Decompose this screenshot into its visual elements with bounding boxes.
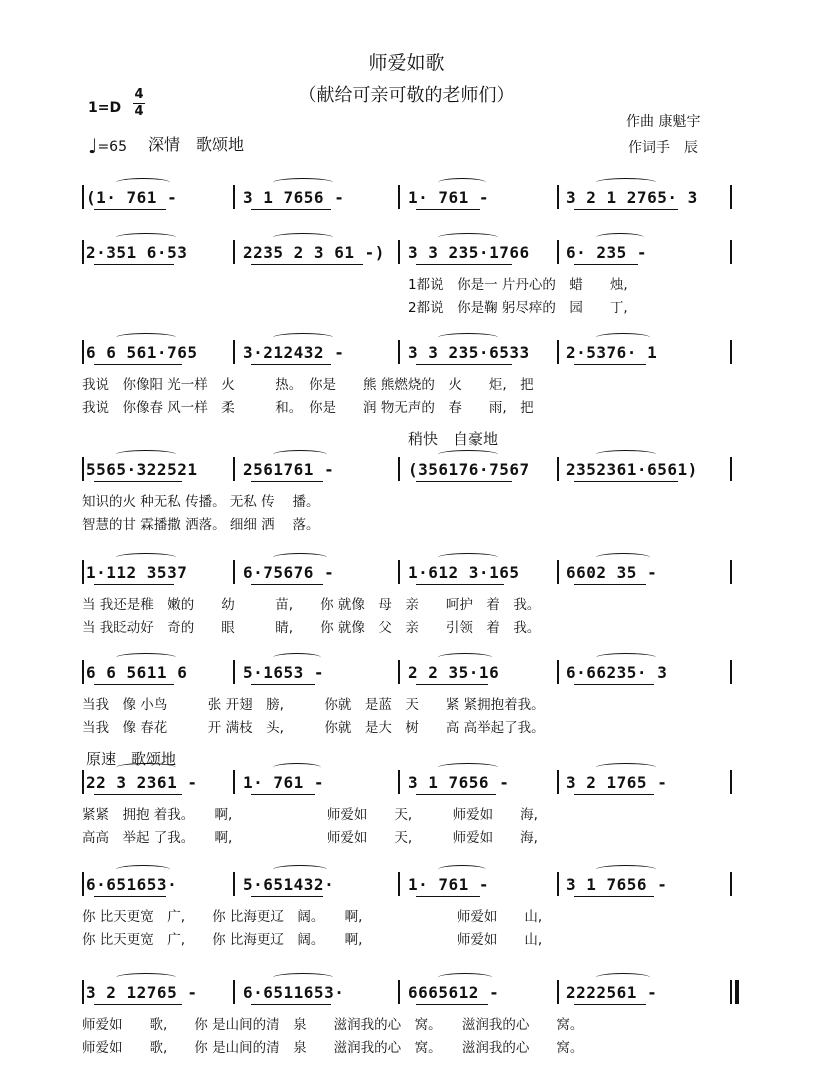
measure: 5·651432· bbox=[243, 875, 335, 894]
lyric-verse-2: 当 我眨动好 奇的 眼 睛, 你 就像 父 亲 引领 着 我。 bbox=[82, 620, 541, 636]
slur bbox=[438, 865, 486, 874]
lyric-verse-1: 我说 你像阳 光一样 火 热。 你是 熊 熊燃烧的 火 炬, 把 bbox=[82, 377, 534, 393]
lyric-verse-2: 2都说 你是鞠 躬尽瘁的 园 丁, bbox=[408, 300, 628, 316]
beam-line bbox=[416, 209, 480, 210]
barline bbox=[233, 872, 235, 896]
lyric-verse-1: 师爱如 歌, 你 是山间的清 泉 滋润我的心 窝。 滋润我的心 窝。 bbox=[82, 1017, 584, 1033]
barline bbox=[730, 980, 732, 1004]
measure: 6· 235 - bbox=[566, 243, 648, 262]
slur bbox=[273, 178, 333, 187]
expression-mark-1: 深情 歌颂地 bbox=[148, 135, 245, 154]
measure: 1· 761 - bbox=[408, 875, 490, 894]
barline bbox=[730, 457, 732, 481]
measure: 3 2 1765 - bbox=[566, 773, 668, 792]
barline bbox=[233, 980, 235, 1004]
beam-line bbox=[251, 896, 323, 897]
slur bbox=[273, 973, 333, 982]
measure: 2561761 - bbox=[243, 460, 335, 479]
expression-mark-3: 原速 歌颂地 bbox=[86, 750, 177, 768]
barline bbox=[730, 872, 732, 896]
measure: 6·66235· 3 bbox=[566, 663, 668, 682]
beam-line bbox=[251, 209, 331, 210]
beam-line bbox=[574, 364, 646, 365]
measure: 2 2 35·16 bbox=[408, 663, 500, 682]
measure: 6·75676 - bbox=[243, 563, 335, 582]
key-signature: 1=D bbox=[88, 100, 122, 116]
composer-credit: 作曲 康魁宇 bbox=[626, 114, 701, 130]
barline bbox=[233, 560, 235, 584]
barline bbox=[82, 560, 84, 584]
measure: 6602 35 - bbox=[566, 563, 658, 582]
slur bbox=[596, 763, 656, 772]
barline bbox=[233, 770, 235, 794]
beam-line bbox=[251, 364, 331, 365]
measure: 2352361·6561) bbox=[566, 460, 698, 479]
measure: (356176·7567 bbox=[408, 460, 530, 479]
lyric-verse-1: 当 我还是稚 嫩的 幼 苗, 你 就像 母 亲 呵护 着 我。 bbox=[82, 597, 541, 613]
barline bbox=[557, 240, 559, 264]
lyric-verse-2: 我说 你像春 风一样 柔 和。 你是 润 物无声的 春 雨, 把 bbox=[82, 400, 534, 416]
barline bbox=[557, 185, 559, 209]
slur bbox=[596, 653, 656, 662]
barline bbox=[398, 980, 400, 1004]
barline bbox=[398, 872, 400, 896]
beam-line bbox=[416, 684, 488, 685]
measure: 3 2 1 2765· 3 bbox=[566, 188, 698, 207]
barline bbox=[233, 185, 235, 209]
measure: 3 3 235·6533 bbox=[408, 343, 530, 362]
measure: 2222561 - bbox=[566, 983, 658, 1002]
slur bbox=[116, 450, 176, 459]
song-subtitle: （献给可亲可敬的老师们） bbox=[298, 85, 515, 106]
slur bbox=[438, 450, 498, 459]
beam-line bbox=[574, 896, 654, 897]
slur bbox=[596, 973, 650, 982]
measure: 2·5376· 1 bbox=[566, 343, 658, 362]
lyric-verse-1: 紧紧 拥抱 着我。 啊, 师爱如 天, 师爱如 海, bbox=[82, 807, 538, 823]
song-title: 师爱如歌 bbox=[368, 52, 445, 74]
barline bbox=[398, 240, 400, 264]
barline bbox=[557, 872, 559, 896]
beam-line bbox=[416, 264, 512, 265]
slur bbox=[116, 763, 176, 772]
barline bbox=[82, 872, 84, 896]
barline bbox=[398, 660, 400, 684]
lyric-verse-1: 当我 像 小鸟 张 开翅 膀, 你就 是蓝 天 紧 紧拥抱着我。 bbox=[82, 697, 545, 713]
beam-line bbox=[574, 684, 654, 685]
barline bbox=[398, 457, 400, 481]
barline bbox=[398, 340, 400, 364]
measure: 3 1 7656 - bbox=[566, 875, 668, 894]
barline bbox=[557, 340, 559, 364]
beam-line bbox=[251, 1004, 331, 1005]
barline bbox=[398, 185, 400, 209]
slur bbox=[596, 333, 650, 342]
barline bbox=[82, 660, 84, 684]
barline bbox=[557, 660, 559, 684]
slur bbox=[116, 333, 176, 342]
beam-line bbox=[416, 481, 512, 482]
lyricist-credit: 作词手 辰 bbox=[628, 140, 698, 156]
measure: 3 1 7656 - bbox=[408, 773, 510, 792]
beam-line bbox=[94, 584, 174, 585]
beam-line bbox=[574, 481, 678, 482]
beam-line bbox=[94, 481, 182, 482]
slur bbox=[273, 333, 333, 342]
beam-line bbox=[94, 209, 166, 210]
barline bbox=[82, 340, 84, 364]
tempo-marking bbox=[88, 134, 127, 158]
barline bbox=[557, 457, 559, 481]
barline bbox=[398, 560, 400, 584]
slur bbox=[438, 763, 498, 772]
measure: 22 3 2361 - bbox=[86, 773, 198, 792]
slur bbox=[438, 178, 486, 187]
lyric-verse-2: 你 比天更宽 广, 你 比海更辽 阔。 啊, 师爱如 山, bbox=[82, 932, 543, 948]
barline bbox=[730, 185, 732, 209]
measure: 2235 2 3 61 -) bbox=[243, 243, 385, 262]
slur bbox=[596, 865, 656, 874]
beam-line bbox=[416, 794, 496, 795]
beam-line bbox=[251, 584, 323, 585]
lyric-verse-2: 师爱如 歌, 你 是山间的清 泉 滋润我的心 窝。 滋润我的心 窝。 bbox=[82, 1040, 584, 1056]
slur bbox=[596, 178, 656, 187]
barline bbox=[82, 980, 84, 1004]
slur bbox=[438, 653, 492, 662]
measure: 3 1 7656 - bbox=[243, 188, 345, 207]
slur bbox=[116, 553, 176, 562]
tempo-value: =65 bbox=[97, 139, 127, 155]
measure: 3·212432 - bbox=[243, 343, 345, 362]
slur bbox=[116, 865, 170, 874]
beam-line bbox=[94, 896, 166, 897]
barline bbox=[398, 770, 400, 794]
slur bbox=[273, 653, 321, 662]
measure: 1·112 3537 bbox=[86, 563, 188, 582]
barline bbox=[82, 185, 84, 209]
beam-line bbox=[416, 584, 504, 585]
lyric-verse-1: 1都说 你是一 片丹心的 蜡 烛, bbox=[408, 277, 628, 293]
slur bbox=[438, 553, 498, 562]
quarter-note-icon: ♩ bbox=[88, 134, 98, 158]
beam-line bbox=[94, 794, 182, 795]
lyric-verse-2: 智慧的甘 霖播撒 洒落。 细细 洒 落。 bbox=[82, 517, 320, 533]
lyric-verse-1: 知识的火 种无私 传播。 无私 传 播。 bbox=[82, 494, 320, 510]
slur bbox=[273, 865, 327, 874]
lyric-verse-1: 你 比天更宽 广, 你 比海更辽 阔。 啊, 师爱如 山, bbox=[82, 909, 543, 925]
slur bbox=[273, 233, 333, 242]
slur bbox=[596, 233, 644, 242]
beam-line bbox=[574, 1004, 646, 1005]
barline bbox=[82, 457, 84, 481]
slur bbox=[273, 450, 327, 459]
slur bbox=[596, 553, 650, 562]
beam-line bbox=[94, 364, 182, 365]
lyric-verse-2: 高高 举起 了我。 啊, 师爱如 天, 师爱如 海, bbox=[82, 830, 538, 846]
measure: 2·351 6·53 bbox=[86, 243, 188, 262]
measure: 3 3 235·1766 bbox=[408, 243, 530, 262]
measure: 1· 761 - bbox=[243, 773, 325, 792]
barline bbox=[557, 980, 559, 1004]
beam-line bbox=[251, 684, 315, 685]
barline bbox=[233, 457, 235, 481]
beam-line bbox=[94, 684, 174, 685]
barline bbox=[730, 340, 732, 364]
measure: 6 6 561·765 bbox=[86, 343, 198, 362]
final-barline bbox=[735, 980, 739, 1004]
measure: 6665612 - bbox=[408, 983, 500, 1002]
barline bbox=[233, 340, 235, 364]
measure: 5·1653 - bbox=[243, 663, 325, 682]
measure: 6·6511653· bbox=[243, 983, 345, 1002]
slur bbox=[116, 233, 176, 242]
measure: 3 2 12765 - bbox=[86, 983, 198, 1002]
time-bottom: 4 bbox=[134, 104, 144, 119]
slur bbox=[116, 973, 176, 982]
beam-line bbox=[94, 264, 174, 265]
time-signature bbox=[133, 88, 145, 119]
beam-line bbox=[416, 1004, 488, 1005]
slur bbox=[438, 233, 498, 242]
barline bbox=[730, 240, 732, 264]
measure: 1· 761 - bbox=[408, 188, 490, 207]
beam-line bbox=[574, 794, 654, 795]
measure: 6·651653· bbox=[86, 875, 178, 894]
measure: 1·612 3·165 bbox=[408, 563, 520, 582]
beam-line bbox=[94, 1004, 182, 1005]
beam-line bbox=[574, 209, 678, 210]
barline bbox=[82, 770, 84, 794]
slur bbox=[438, 333, 498, 342]
measure: 6 6 5611 6 bbox=[86, 663, 188, 682]
slur bbox=[273, 763, 321, 772]
measure: 5565·322521 bbox=[86, 460, 198, 479]
barline bbox=[557, 770, 559, 794]
slur bbox=[273, 553, 327, 562]
barline bbox=[82, 240, 84, 264]
barline bbox=[730, 660, 732, 684]
barline bbox=[233, 240, 235, 264]
measure: (1· 761 - bbox=[86, 188, 178, 207]
beam-line bbox=[574, 584, 646, 585]
lyric-verse-2: 当我 像 春花 开 满枝 头, 你就 是大 树 高 高举起了我。 bbox=[82, 720, 545, 736]
slur bbox=[438, 973, 492, 982]
slur bbox=[596, 450, 656, 459]
beam-line bbox=[251, 794, 315, 795]
barline bbox=[557, 560, 559, 584]
slur bbox=[116, 178, 170, 187]
expression-mark-2: 稍快 自豪地 bbox=[408, 430, 499, 448]
beam-line bbox=[416, 896, 480, 897]
barline bbox=[233, 660, 235, 684]
beam-line bbox=[416, 364, 512, 365]
beam-line bbox=[574, 264, 638, 265]
beam-line bbox=[251, 481, 323, 482]
time-top: 4 bbox=[134, 87, 144, 102]
beam-line bbox=[251, 264, 363, 265]
barline bbox=[730, 560, 732, 584]
slur bbox=[116, 653, 176, 662]
barline bbox=[730, 770, 732, 794]
